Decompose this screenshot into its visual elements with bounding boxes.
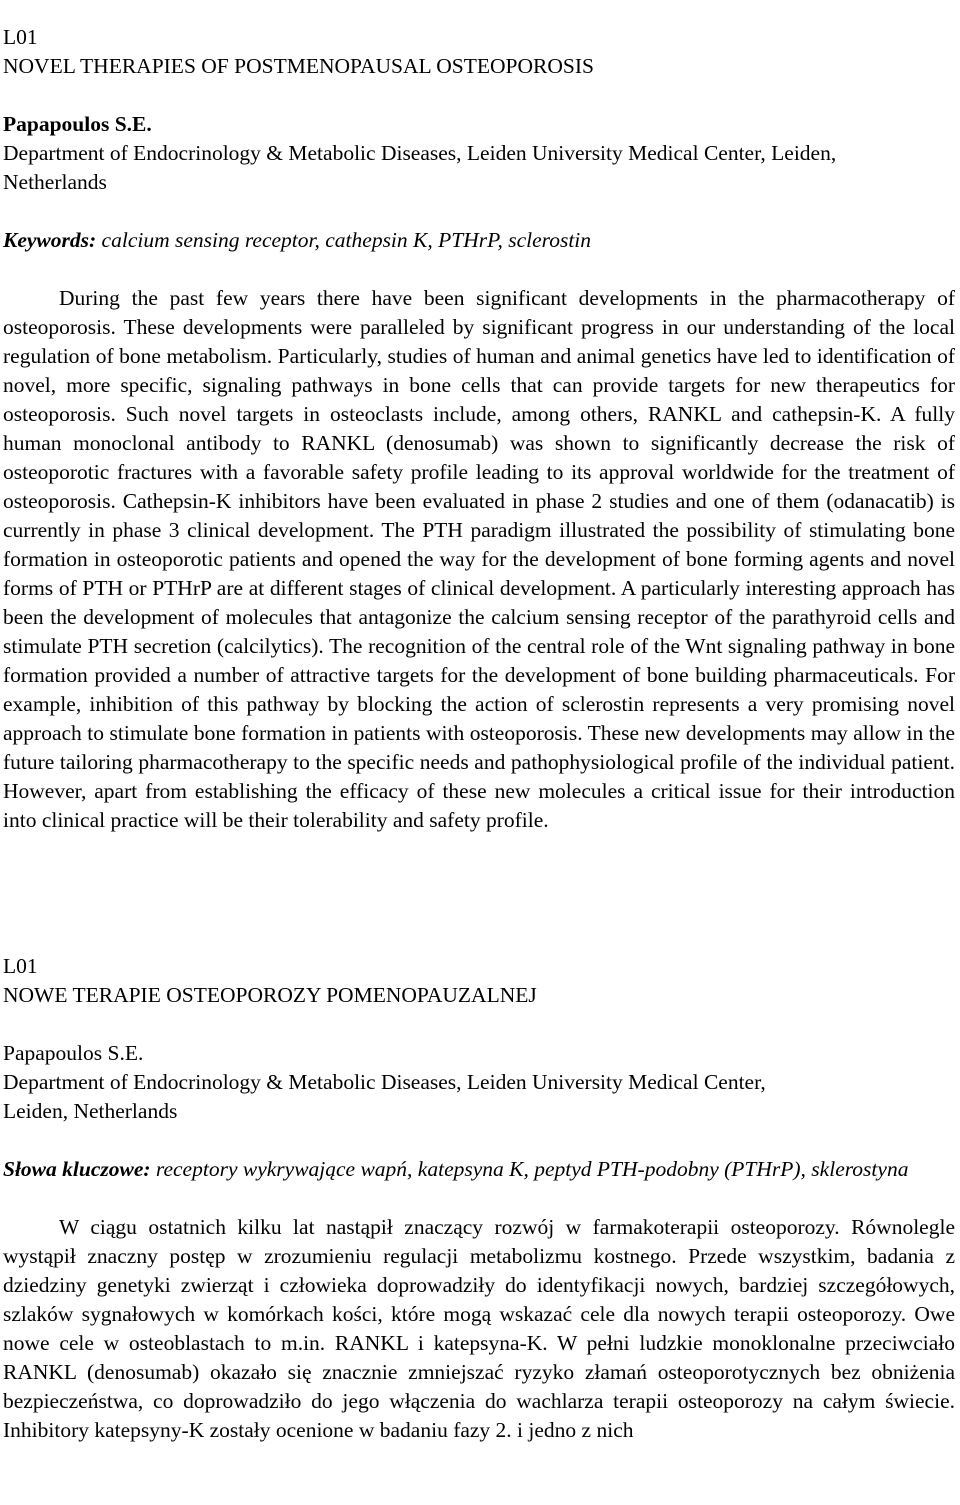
keywords-line — [3, 1155, 955, 1184]
abstract-body: W ciągu ostatnich kilku lat nastąpił znaczący rozwój w farmakoterapii osteoporozy. Równolegle wystąpił znaczny postęp w zrozumieniu regulacji metabolizmu kostnego. Przede wszystkim, badania z dziedziny genetyki zwierząt i człowieka doprowadziły do identyfikacji nowych, bardziej szczegółowych, szlaków sygnałowych w komórkach kości, które mogą wskazać cele dla nowych terapii osteoporozy. Owe nowe cele w osteoblastach to m.in. RANKL i katepsyna-K. W pełni ludzkie monoklonalne przeciwciało RANKL (denosumab) okazało się znacznie zmniejszać ryzyko złamań osteoporotycznych bez obniżenia bezpieczeństwa, co doprowadziło do jego włączenia do wachlarza terapii osteoporozy na całym świecie. Inhibitory katepsyny-K zostały ocenione w badaniu fazy 2. i jedno z nich — [3, 1215, 955, 1442]
abstract-code: L01 — [3, 954, 38, 978]
polish-abstract — [3, 952, 955, 1445]
abstract-body: During the past few years there have been significant developments in the pharmacotherapy of osteoporosis. These developments were paralleled by significant progress in our understanding of the local regulation of bone metabolism. Particularly, studies of human and animal genetics have led to identification of novel, more specific, signaling pathways in bone cells that can provide targets for new therapeutics for osteoporosis. Such novel targets in osteoclasts include, among others, RANKL and cathepsin-K. A fully human monoclonal antibody to RANKL (denosumab) was shown to significantly decrease the risk of osteoporotic fractures with a favorable safety profile leading to its approval worldwide for the treatment of osteoporosis. Cathepsin-K inhibitors have been evaluated in phase 2 studies and one of them (odanacatib) is currently in phase 3 clinical development. The PTH paradigm illustrated the possibility of stimulating bone formation in osteoporotic patients and opened the way for the development of bone forming agents and novel forms of PTH or PTHrP are at different stages of clinical development. A particularly interesting approach has been the development of molecules that antagonize the calcium sensing receptor of the parathyroid cells and stimulate PTH secretion (calcilytics). The recognition of the central role of the Wnt signaling pathway in bone formation provided a number of attractive targets for the development of bone building pharmaceuticals. For example, inhibition of this pathway by blocking the action of sclerostin represents a very promising novel approach to stimulate bone formation in patients with osteoporosis. These new developments may allow in the future tailoring pharmacotherapy to the specific needs and pathophysiological profile of the individual patient. However, apart from establishing the efficacy of these new molecules a critical issue for their introduction into clinical practice will be their tolerability and safety profile. — [3, 286, 955, 832]
keywords-text: receptory wykrywające wapń, katepsyna K, peptyd PTH-podobny (PTHrP), sklerostyna — [155, 1157, 909, 1181]
author-affiliation-line2: Leiden, Netherlands — [3, 1099, 178, 1123]
author-name: Papapoulos S.E. — [3, 112, 152, 136]
keywords-text: calcium sensing receptor, cathepsin K, PTHrP, sclerostin — [101, 228, 592, 252]
author-name: Papapoulos S.E. — [3, 1041, 144, 1065]
author-affiliation-line1: Department of Endocrinology & Metabolic Diseases, Leiden University Medical Center, — [3, 1070, 766, 1094]
english-abstract — [3, 23, 955, 835]
author-affiliation: Department of Endocrinology & Metabolic Diseases, Leiden University Medical Center, Leiden, Netherlands — [3, 141, 837, 194]
abstract-title: NOVEL THERAPIES OF POSTMENOPAUSAL OSTEOPOROSIS — [3, 54, 594, 78]
keywords-label: Słowa kluczowe: — [3, 1157, 151, 1181]
abstract-code: L01 — [3, 25, 38, 49]
keywords-label: Keywords: — [3, 228, 97, 252]
keywords-line — [3, 226, 955, 255]
abstract-title: NOWE TERAPIE OSTEOPOROZY POMENOPAUZALNEJ — [3, 983, 537, 1007]
